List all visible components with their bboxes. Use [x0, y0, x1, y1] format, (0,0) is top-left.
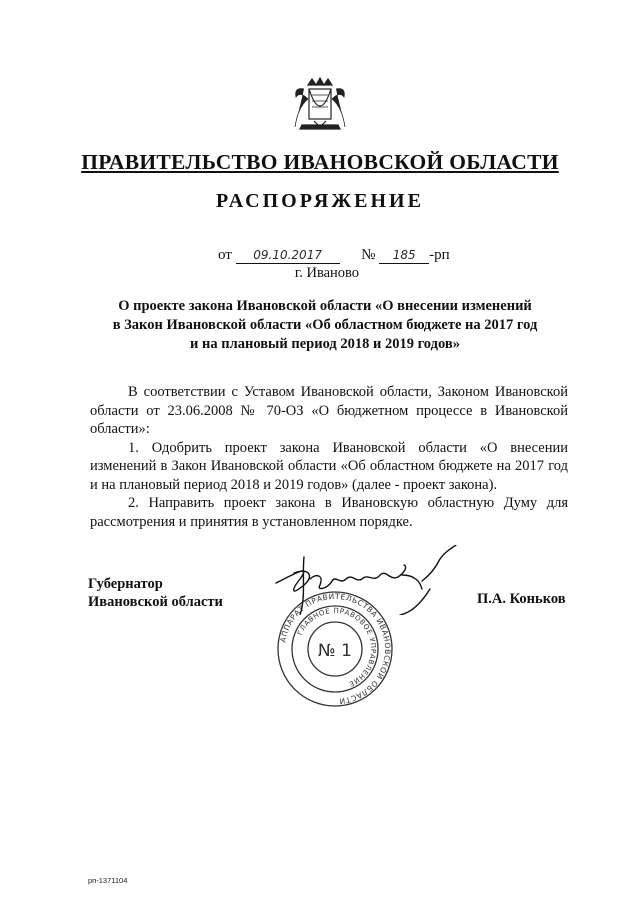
- seal-center-text: № 1: [318, 641, 352, 661]
- coat-of-arms-icon: [290, 77, 350, 133]
- city: г. Иваново: [294, 265, 360, 281]
- seal-outer-text: АППАРАТ ПРАВИТЕЛЬСТВА ИВАНОВСКОЙ ОБЛАСТИ: [278, 591, 393, 706]
- organization-title: ПРАВИТЕЛЬСТВО ИВАНОВСКОЙ ОБЛАСТИ: [81, 150, 559, 174]
- document-code: рп-1371104: [88, 876, 128, 885]
- position-line: Ивановской области: [88, 594, 223, 610]
- document-type: РАСПОРЯЖЕНИЕ: [216, 190, 424, 212]
- signer-position: [88, 575, 223, 611]
- seal-inner-text: ГЛАВНОЕ ПРАВОВОЕ УПРАВЛЕНИЕ: [296, 606, 378, 689]
- handwritten-signature: [270, 545, 470, 615]
- item-1-paragraph: 1. Одобрить проект закона Ивановской области «О внесении изменений в Закон Ивановской области «Об областном бюджете на 2017 год и на плановый период 2018 и 2019 годов» (далее - проект закона).: [90, 439, 568, 493]
- number-suffix: -рп: [429, 247, 450, 263]
- subject-line: и на плановый период 2018 и 2019 годов»: [190, 336, 460, 352]
- date-value: 09.10.2017: [236, 248, 340, 264]
- document-subject: [100, 297, 550, 354]
- number-value: 185: [379, 248, 429, 264]
- preamble-paragraph: В соответствии с Уставом Ивановской области, Законом Ивановской области от 23.06.2008 № 70-ОЗ «О бюджетном процессе в Ивановской области»:: [90, 384, 568, 437]
- position-line: Губернатор: [88, 576, 163, 592]
- date-prefix: от: [218, 247, 232, 263]
- registration-line: [218, 247, 450, 264]
- item-2-paragraph: 2. Направить проект закона в Ивановскую областную Думу для рассмотрения и принятия в установленном порядке.: [90, 495, 568, 530]
- signer-name: П.А. Коньков: [477, 591, 566, 607]
- subject-line: в Закон Ивановской области «Об областном бюджете на 2017 год: [112, 317, 538, 333]
- number-prefix: №: [361, 247, 376, 263]
- document-body: [90, 383, 568, 531]
- subject-line: О проекте закона Ивановской области «О внесении изменений: [118, 298, 532, 314]
